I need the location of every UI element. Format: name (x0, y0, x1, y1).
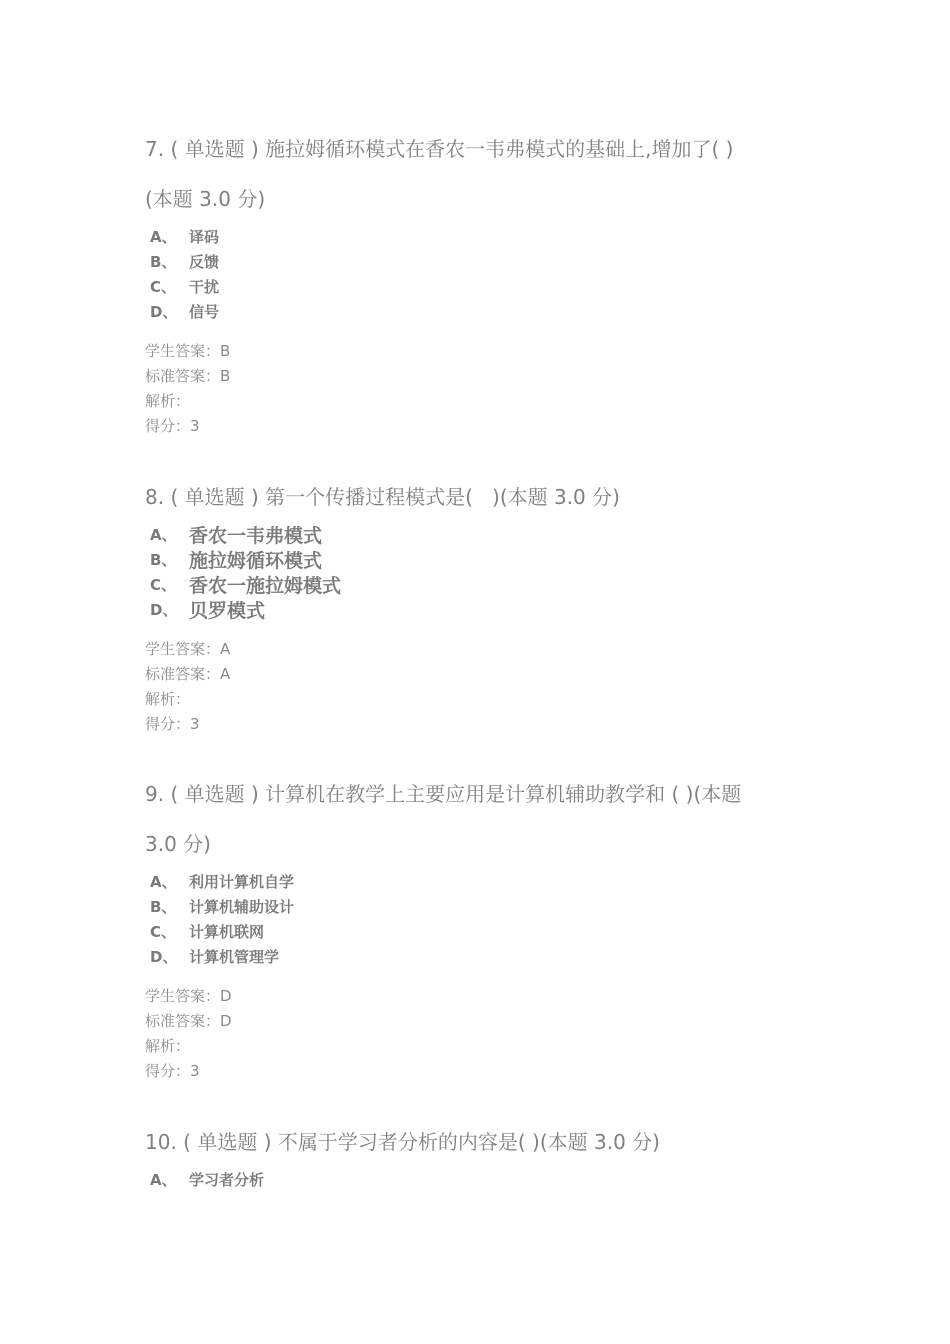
question-text: 施拉姆循环模式在香农一韦弗模式的基础上,增加了( ) (265, 137, 734, 161)
question-9 (145, 769, 825, 1084)
standard-answer: 标准答案：D (145, 1012, 232, 1030)
score: 得分：3 (145, 417, 200, 435)
question-10 (145, 1117, 825, 1192)
option-letter: C、 (150, 576, 177, 594)
student-answer: 学生答案：B (145, 342, 231, 360)
option-text: 利用计算机自学 (189, 873, 295, 891)
options-list (145, 869, 825, 969)
question-type: ( 单选题 ) (170, 137, 259, 161)
option-text: 干扰 (189, 278, 220, 296)
question-title (145, 472, 825, 522)
student-answer: 学生答案：A (145, 640, 231, 658)
option-text: 香农一施拉姆模式 (189, 575, 342, 597)
option-text: 施拉姆循环模式 (189, 550, 323, 572)
option-text: 译码 (189, 228, 220, 246)
score: 得分：3 (145, 715, 200, 733)
option-letter: B、 (150, 253, 177, 271)
option-letter: A、 (150, 228, 177, 246)
option-letter: A、 (150, 526, 177, 544)
option-d (145, 299, 825, 324)
question-type: ( 单选题 ) (170, 485, 259, 509)
question-title (145, 124, 825, 174)
option-b (145, 894, 825, 919)
score: 得分：3 (145, 1062, 200, 1080)
option-b (145, 249, 825, 274)
option-letter: C、 (150, 278, 177, 296)
standard-answer: 标准答案：B (145, 367, 231, 385)
option-c (145, 572, 825, 597)
question-title (145, 1117, 825, 1167)
question-number: 10. (145, 1130, 177, 1154)
option-text: 信号 (189, 303, 220, 321)
analysis: 解析： (145, 392, 191, 410)
option-text: 计算机管理学 (189, 948, 280, 966)
answer-meta (145, 339, 825, 439)
question-number: 9. (145, 782, 165, 806)
student-answer: 学生答案：D (145, 987, 232, 1005)
option-letter: D、 (150, 601, 178, 619)
options-list (145, 1167, 825, 1192)
option-text: 计算机联网 (189, 923, 265, 941)
option-b (145, 547, 825, 572)
question-number: 8. (145, 485, 165, 509)
option-text: 贝罗模式 (189, 600, 266, 622)
question-score-note: (本题 3.0 分) (145, 187, 266, 211)
question-type: ( 单选题 ) (170, 782, 259, 806)
options-list (145, 522, 825, 622)
option-letter: D、 (150, 948, 178, 966)
option-text: 计算机辅助设计 (189, 898, 295, 916)
option-d (145, 597, 825, 622)
answer-meta (145, 984, 825, 1084)
option-c (145, 919, 825, 944)
standard-answer: 标准答案：A (145, 665, 231, 683)
option-a (145, 1167, 825, 1192)
option-c (145, 274, 825, 299)
option-letter: A、 (150, 873, 177, 891)
question-7 (145, 124, 825, 439)
option-text: 香农一韦弗模式 (189, 525, 323, 547)
question-text: 计算机在教学上主要应用是计算机辅助教学和 ( )(本题 (265, 782, 742, 806)
option-text: 反馈 (189, 253, 220, 271)
options-list (145, 224, 825, 324)
option-letter: D、 (150, 303, 178, 321)
option-text: 学习者分析 (189, 1171, 265, 1189)
analysis: 解析： (145, 1037, 191, 1055)
option-d (145, 944, 825, 969)
option-letter: A、 (150, 1171, 177, 1189)
question-type: ( 单选题 ) (183, 1130, 272, 1154)
option-letter: B、 (150, 551, 177, 569)
question-text: 第一个传播过程模式是( )(本题 3.0 分) (265, 485, 620, 509)
option-a (145, 522, 825, 547)
option-letter: B、 (150, 898, 177, 916)
answer-meta (145, 637, 825, 737)
question-title (145, 769, 825, 819)
analysis: 解析： (145, 690, 191, 708)
question-score-note: 3.0 分) (145, 832, 211, 856)
option-a (145, 224, 825, 249)
question-8 (145, 472, 825, 737)
question-text: 不属于学习者分析的内容是( )(本题 3.0 分) (277, 1130, 660, 1154)
option-a (145, 869, 825, 894)
option-letter: C、 (150, 923, 177, 941)
question-number: 7. (145, 137, 165, 161)
